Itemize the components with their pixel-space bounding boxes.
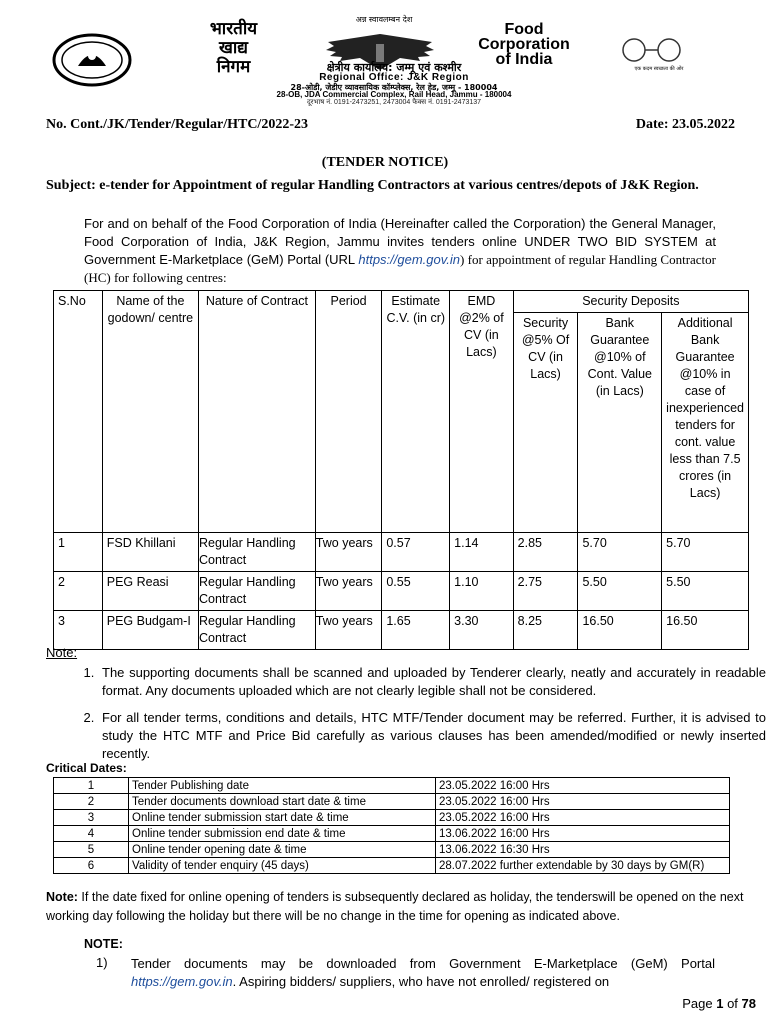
note-heading: Note:	[46, 645, 78, 660]
fci-logo-icon	[48, 32, 136, 88]
header-additional-guarantee: Additional Bank Guarantee @10% in case of inexperienced tenders for cont. value less than 7.5 crores (in Lacs)	[662, 313, 749, 533]
cell-no: 1	[54, 778, 129, 794]
holiday-note	[46, 888, 760, 926]
table-row	[54, 842, 730, 858]
cell-period: Two years	[315, 533, 382, 572]
cell-period: Two years	[315, 611, 382, 650]
cell-additional: 5.50	[662, 572, 749, 611]
cell-security: 8.25	[513, 611, 578, 650]
cell-no: 2	[54, 794, 129, 810]
gem-portal-link[interactable]: https://gem.gov.in	[131, 974, 233, 989]
letterhead	[44, 14, 734, 104]
hindi-title-line: भारतीय	[209, 19, 258, 39]
cell-estimate: 1.65	[382, 611, 450, 650]
notice-title: (TENDER NOTICE)	[321, 155, 449, 170]
cell-nature: Regular Handling Contract	[199, 611, 316, 650]
cell-value: 28.07.2022 further extendable by 30 days by GM(R)	[436, 858, 730, 874]
cell-event: Tender Publishing date	[129, 778, 436, 794]
english-title-line: Corporation	[478, 36, 570, 53]
table-row	[54, 826, 730, 842]
table-row	[54, 778, 730, 794]
reference-number: No. Cont./JK/Tender/Regular/HTC/2022-23	[46, 117, 308, 132]
cell-no: 3	[54, 810, 129, 826]
cell-bank: 5.70	[578, 533, 662, 572]
holiday-note-label: Note:	[46, 890, 78, 904]
holiday-note-text: If the date fixed for online opening of tenders is subsequently declared as holiday, the tenderswill be opened on the next working day following the holiday but there will be no change in the time for opening as indicated above.	[46, 890, 744, 923]
intro-text-end: ) for appointment of regular Handling Contractor (HC) for following centres:	[84, 252, 717, 285]
cell-emd: 3.30	[450, 611, 514, 650]
cell-event: Online tender opening date & time	[129, 842, 436, 858]
cell-value: 13.06.2022 16:00 Hrs	[436, 826, 730, 842]
page-total: 78	[741, 996, 756, 1011]
list-item: 1. The supporting documents shall be scanned and uploaded by Tenderer clearly, neatly and accurately in readable format. Any documents uploaded which are not clearly legible shall not be considered.	[98, 664, 766, 700]
cell-event: Online tender submission start date & time	[129, 810, 436, 826]
header-estimate: Estimate C.V. (in cr)	[382, 291, 450, 533]
swachh-caption: एक कदम स्वच्छता की ओर	[634, 66, 684, 72]
note3-text-end: . Aspiring bidders/ suppliers, who have not enrolled/ registered on	[232, 974, 610, 989]
cell-sno: 3	[54, 611, 103, 650]
region-office-english: Regional Office: J&K Region	[319, 72, 469, 83]
page-number: 1	[716, 996, 724, 1011]
cell-no: 6	[54, 858, 129, 874]
header-nature: Nature of Contract	[199, 291, 316, 533]
cell-name: FSD Khillani	[102, 533, 198, 572]
cell-emd: 1.10	[450, 572, 514, 611]
region-office-hindi: क्षेत्रीय कार्यालय: जम्मू एवं कश्मीर	[326, 61, 462, 74]
reference-line	[46, 117, 735, 133]
cell-event: Tender documents download start date & time	[129, 794, 436, 810]
cell-additional: 5.70	[662, 533, 749, 572]
cell-estimate: 0.55	[382, 572, 450, 611]
notice-date: Date: 23.05.2022	[635, 117, 735, 132]
table-row	[54, 572, 749, 611]
cell-no: 4	[54, 826, 129, 842]
cell-sno: 1	[54, 533, 103, 572]
cell-event: Online tender submission end date & time	[129, 826, 436, 842]
table-row	[54, 858, 730, 874]
english-title-line: Food	[504, 21, 544, 38]
page-of: of	[727, 996, 738, 1011]
header-name: Name of the godown/ centre	[102, 291, 198, 533]
motto: अन्न स्वावलम्बन देश	[355, 15, 413, 24]
cell-nature: Regular Handling Contract	[199, 533, 316, 572]
cell-security: 2.85	[513, 533, 578, 572]
cell-additional: 16.50	[662, 611, 749, 650]
intro-text: For and on behalf of the Food Corporation of India (Hereinafter called the Corporation) the General Manager, Food Corporation of India, J&K Region, Jammu invites tenders online UNDER TWO BID SYSTEM at Government E-Marketplace (GeM) Portal (URL	[84, 216, 716, 267]
cell-estimate: 0.57	[382, 533, 450, 572]
table-header-row	[54, 291, 749, 313]
header-bank-guarantee: Bank Guarantee @10% of Cont. Value (in Lacs)	[578, 313, 662, 533]
notes-list	[78, 664, 766, 772]
note3-number: 1)	[96, 955, 108, 970]
tender-table	[53, 290, 749, 650]
hindi-title-line: खाद्य	[218, 38, 249, 58]
cell-bank: 16.50	[578, 611, 662, 650]
critical-dates-heading: Critical Dates:	[46, 761, 127, 775]
cell-sno: 2	[54, 572, 103, 611]
address-english: 28-OB, JDA Commercial Complex, Rail Head, Jammu - 180004	[276, 90, 512, 99]
intro-paragraph	[84, 215, 716, 287]
cell-no: 5	[54, 842, 129, 858]
cell-value: 23.05.2022 16:00 Hrs	[436, 778, 730, 794]
note3-paragraph	[131, 955, 715, 991]
cell-value: 23.05.2022 16:00 Hrs	[436, 794, 730, 810]
cell-name: PEG Budgam-I	[102, 611, 198, 650]
header-security: Security @5% Of CV (in Lacs)	[513, 313, 578, 533]
table-row	[54, 794, 730, 810]
list-item: 2. For all tender terms, conditions and details, HTC MTF/Tender document may be referred. Further, it is advised to study the HTC MTF and Price Bid carefully as various clauses has been amended/modified or newly inserted recently.	[98, 709, 766, 763]
table-row	[54, 611, 749, 650]
note3-heading: NOTE:	[84, 937, 123, 951]
subject: Subject: e-tender for Appointment of regular Handling Contractors at various centres/depots of J&K Region.	[46, 178, 699, 193]
cell-nature: Regular Handling Contract	[199, 572, 316, 611]
cell-value: 23.05.2022 16:00 Hrs	[436, 810, 730, 826]
address-hindi: 28-ओडी, जेडीए व्यावसायिक कॉम्प्लेक्स, रेल हेड, जम्मू - 180004	[290, 83, 498, 92]
cell-security: 2.75	[513, 572, 578, 611]
header-sno: S.No	[54, 291, 103, 533]
table-row	[54, 533, 749, 572]
english-title-line: of India	[495, 51, 553, 68]
critical-dates-table	[53, 777, 730, 874]
cell-bank: 5.50	[578, 572, 662, 611]
cell-name: PEG Reasi	[102, 572, 198, 611]
cell-emd: 1.14	[450, 533, 514, 572]
table-row	[54, 810, 730, 826]
gem-portal-link[interactable]: https://gem.gov.in	[358, 252, 461, 267]
note3-text: Tender documents may be downloaded from Government E-Marketplace (GeM) Portal	[131, 956, 715, 971]
header-emd: EMD @2% of CV (in Lacs)	[450, 291, 514, 533]
page-label: Page	[682, 996, 713, 1011]
cell-event: Validity of tender enquiry (45 days)	[129, 858, 436, 874]
cell-period: Two years	[315, 572, 382, 611]
page-footer	[682, 996, 756, 1011]
cell-value: 13.06.2022 16:30 Hrs	[436, 842, 730, 858]
header-security-deposits: Security Deposits	[513, 291, 748, 313]
phone-fax: दूरभाष नं. 0191-2473251, 2473004 फैक्स नं. 0191-2473137	[306, 99, 482, 106]
hindi-title-line: निगम	[216, 57, 251, 77]
header-period: Period	[315, 291, 382, 533]
